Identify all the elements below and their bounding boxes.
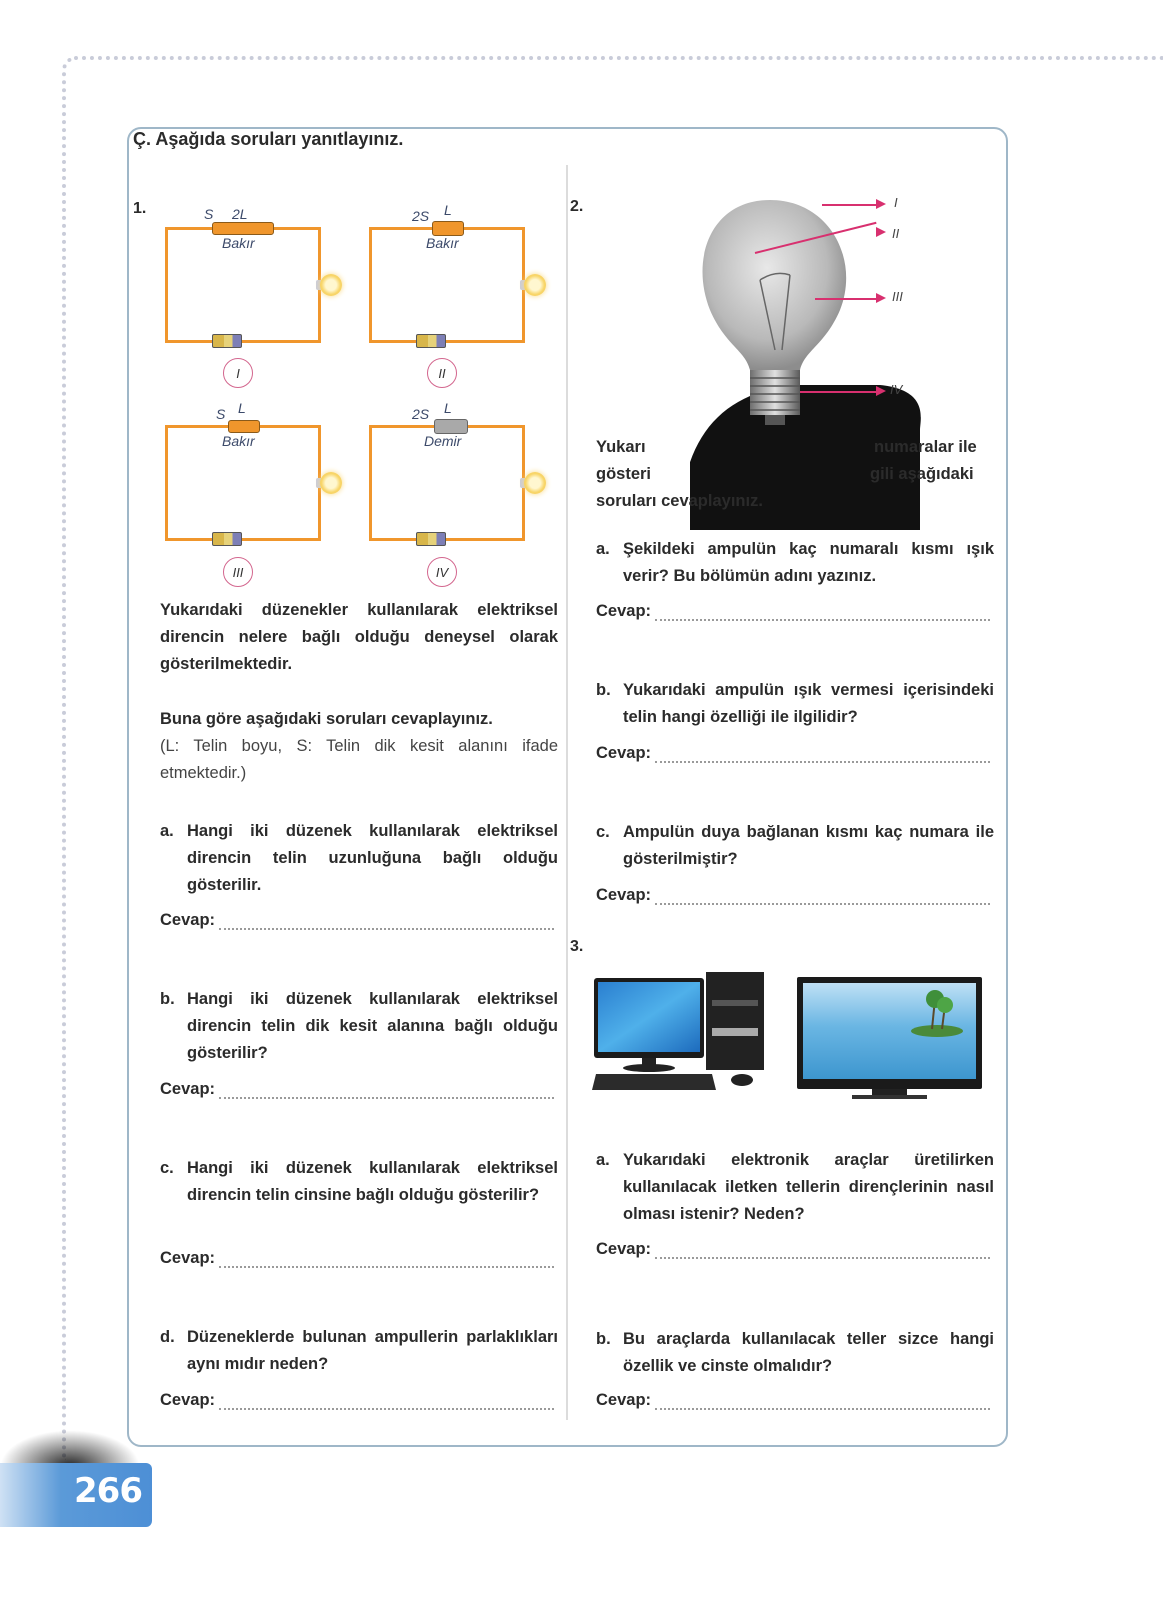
item-label: c. — [160, 1159, 174, 1177]
question-2-intro-right-2: gili aşağıdaki — [870, 465, 974, 483]
answer-field-3a[interactable] — [596, 1240, 990, 1259]
circuit-iv-label: IV — [427, 557, 457, 587]
column-divider — [566, 165, 568, 1420]
battery-icon — [416, 334, 446, 348]
item-text: Yukarıdaki elektronik araçlar üretilirken kullanılacak iletken tellerin dirençlerinin nasıl olması istenir? Neden? — [623, 1151, 994, 1223]
circuit-i-diagram — [165, 206, 321, 343]
circuit-iii-diagram — [165, 400, 321, 541]
item-label: c. — [596, 823, 610, 841]
bulb-part-label-iv: IV — [890, 382, 903, 397]
desktop-computer-icon — [592, 970, 767, 1095]
circuit-area-label: S — [204, 206, 214, 222]
answer-line[interactable] — [655, 747, 990, 763]
flat-screen-tv-icon — [797, 977, 982, 1102]
circuit-ii-diagram — [369, 202, 525, 343]
answer-field-1c[interactable] — [160, 1249, 554, 1268]
arrow-icon — [876, 227, 886, 237]
circuit-area-label: 2S — [412, 208, 430, 224]
question-2-number: 2. — [570, 198, 584, 215]
item-label: d. — [160, 1328, 175, 1346]
page-number-badge — [0, 1463, 152, 1527]
item-text: Ampulün duya bağlanan kısmı kaç numara ile gösterilmiştir? — [623, 823, 994, 868]
answer-field-2b[interactable] — [596, 744, 990, 763]
circuit-length-label: 2L — [232, 206, 248, 222]
question-3b — [596, 1326, 994, 1380]
answer-field-1b[interactable] — [160, 1080, 554, 1099]
answer-label: Cevap: — [160, 1391, 216, 1409]
item-text: Hangi iki düzenek kullanılarak elektriksel direncin telin uzunluğuna bağlı olduğu gösterilir. — [187, 822, 558, 894]
circuit-iv-diagram — [369, 400, 525, 541]
item-label: b. — [596, 681, 611, 699]
circuit-i-label: I — [223, 358, 253, 388]
item-label: a. — [160, 822, 174, 840]
answer-field-2a[interactable] — [596, 602, 990, 621]
bulb-part-label-iii: III — [892, 289, 903, 304]
question-2-intro-line-3: soruları cevaplayınız. — [596, 492, 763, 510]
battery-icon — [416, 532, 446, 546]
arrow-icon — [876, 386, 886, 396]
bulb-part-label-i: I — [894, 195, 898, 210]
answer-field-3b[interactable] — [596, 1391, 990, 1410]
item-text: Hangi iki düzenek kullanılarak elektriksel direncin telin dik kesit alanına bağlı olduğu gösterilir? — [187, 990, 558, 1062]
lamp-icon — [320, 274, 342, 296]
arrow-icon — [876, 199, 886, 209]
wire-resistor-icon — [228, 420, 260, 433]
battery-icon — [212, 334, 242, 348]
section-heading: Ç. Aşağıda soruları yanıtlayınız. — [133, 129, 404, 149]
question-1-intro: Yukarıdaki düzenekler kullanılarak elektriksel direncin nelere bağlı olduğu deneysel olarak gösterilmektedir. — [160, 601, 558, 673]
circuit-ii-label: II — [427, 358, 457, 388]
answer-label: Cevap: — [596, 1391, 652, 1409]
circuit-material-label: Bakır — [222, 433, 255, 449]
answer-line[interactable] — [219, 1083, 554, 1099]
lamp-icon — [320, 472, 342, 494]
question-2-intro-right-1: numaralar ile — [874, 438, 977, 456]
item-text: Şekildeki ampulün kaç numaralı kısmı ışık verir? Bu bölümün adını yazınız. — [623, 540, 994, 585]
circuit-length-label: L — [444, 202, 452, 218]
question-3a — [596, 1147, 994, 1228]
arrow-icon — [876, 293, 886, 303]
answer-line[interactable] — [219, 1394, 554, 1410]
answer-label: Cevap: — [596, 886, 652, 904]
question-1-number: 1. — [133, 200, 147, 217]
question-1b — [160, 986, 558, 1067]
lamp-icon — [524, 274, 546, 296]
item-label: a. — [596, 1151, 610, 1169]
answer-label: Cevap: — [596, 744, 652, 762]
answer-label: Cevap: — [160, 1080, 216, 1098]
answer-line[interactable] — [219, 914, 554, 930]
pointer-line-i — [822, 204, 880, 206]
circuit-area-label: 2S — [412, 406, 430, 422]
answer-line[interactable] — [655, 605, 990, 621]
circuit-length-label: L — [238, 400, 246, 416]
circuit-length-label: L — [444, 400, 452, 416]
answer-line[interactable] — [219, 1252, 554, 1268]
circuit-material-label: Bakır — [222, 235, 255, 251]
wire-resistor-icon — [432, 221, 464, 236]
answer-line[interactable] — [655, 1243, 990, 1259]
answer-label: Cevap: — [596, 602, 652, 620]
circuit-area-label: S — [216, 406, 226, 422]
flat-screen-tv-image — [797, 977, 982, 1102]
circuit-material-label: Demir — [424, 433, 462, 449]
desktop-computer-image — [592, 970, 767, 1095]
wire-resistor-icon — [212, 222, 274, 235]
question-1d — [160, 1324, 558, 1378]
item-label: b. — [596, 1330, 611, 1348]
wire-resistor-icon — [434, 419, 468, 434]
answer-label: Cevap: — [596, 1240, 652, 1258]
question-2b — [596, 677, 994, 731]
circuit-iii-label: III — [223, 557, 253, 587]
question-1a — [160, 818, 558, 899]
answer-field-1a[interactable] — [160, 911, 554, 930]
question-2a — [596, 536, 994, 590]
item-text: Hangi iki düzenek kullanılarak elektriksel direncin telin cinsine bağlı olduğu gösterilir? — [187, 1159, 558, 1204]
item-label: a. — [596, 540, 610, 558]
item-label: b. — [160, 990, 175, 1008]
item-text: Düzeneklerde bulunan ampullerin parlaklıkları aynı mıdır neden? — [187, 1328, 558, 1373]
question-2-intro-left-1: Yukarı — [596, 438, 646, 456]
question-2-intro-left-2: gösteri — [596, 465, 652, 483]
answer-field-1d[interactable] — [160, 1391, 554, 1410]
answer-field-2c[interactable] — [596, 886, 990, 905]
pointer-line-iv — [800, 391, 880, 393]
question-1c — [160, 1155, 558, 1209]
bulb-part-label-ii: II — [892, 226, 900, 241]
pointer-line-iii — [815, 298, 880, 300]
question-1-instruction: Buna göre aşağıdaki soruları cevaplayınız. — [160, 710, 493, 728]
item-text: Bu araçlarda kullanılacak teller sizce hangi özellik ve cinste olmalıdır? — [623, 1330, 994, 1375]
question-1-note: (L: Telin boyu, S: Telin dik kesit alanını ifade etmektedir.) — [160, 737, 558, 782]
answer-label: Cevap: — [160, 1249, 216, 1267]
battery-icon — [212, 532, 242, 546]
circuit-material-label: Bakır — [426, 235, 459, 251]
question-3-number: 3. — [570, 938, 584, 955]
answer-line[interactable] — [655, 1394, 990, 1410]
item-text: Yukarıdaki ampulün ışık vermesi içerisindeki telin hangi özelliği ile ilgilidir? — [623, 681, 994, 726]
lamp-icon — [524, 472, 546, 494]
page-number: 266 — [74, 1471, 142, 1511]
question-2c — [596, 819, 994, 873]
answer-label: Cevap: — [160, 911, 216, 929]
answer-line[interactable] — [655, 889, 990, 905]
